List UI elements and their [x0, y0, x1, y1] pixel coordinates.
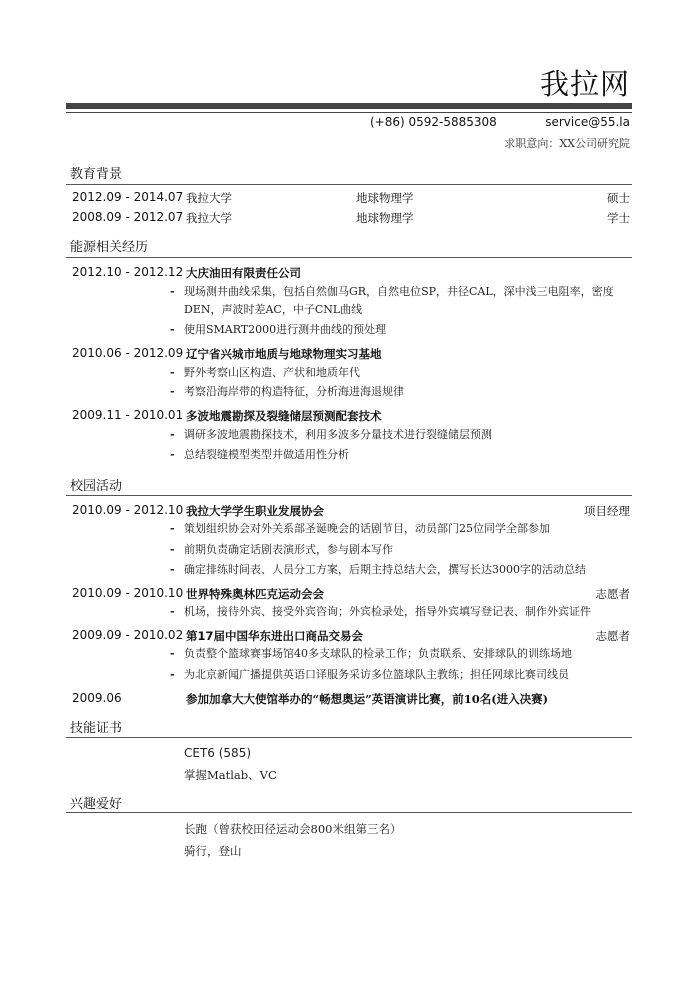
bullet-dash-icon: -	[170, 563, 175, 576]
bullet-dash-icon: -	[170, 385, 175, 398]
bullet-text: 负责整个篮球赛事场馆40多支球队的检录工作；负责联系、安排球队的训练场地	[184, 647, 572, 660]
experience-org: 辽宁省兴城市地质与地球物理实习基地	[186, 347, 382, 361]
hobby-item: 骑行，登山	[184, 844, 242, 858]
resume-name: 我拉网	[539, 67, 630, 101]
skill-item: 掌握Matlab、VC	[184, 768, 277, 782]
bullet-text: 现场测井曲线采集，包括自然伽马GR，自然电位SP，井径CAL，深中浅三电阻率，密度DEN，声波时差AC，中子CNL曲线	[184, 285, 614, 316]
experience-date: 2012.10 - 2012.12	[72, 265, 184, 279]
campus-date: 2010.09 - 2012.10	[72, 503, 184, 517]
experience-date: 2009.11 - 2010.01	[72, 408, 184, 422]
campus-date: 2010.09 - 2010.10	[72, 586, 184, 600]
section-title-education: 教育背景	[70, 167, 123, 182]
section-title-hobbies: 兴趣爱好	[70, 797, 123, 812]
education-row	[70, 210, 630, 230]
section-rule-hobbies	[66, 812, 632, 813]
bullet-text: 野外考察山区构造、产状和地质年代	[184, 366, 360, 379]
list-item	[170, 541, 630, 559]
education-school: 我拉大学	[186, 191, 232, 205]
list-item	[170, 283, 630, 319]
education-major: 地球物理学	[356, 191, 414, 205]
contact-phone: (+86) 0592-5885308	[370, 115, 497, 129]
campus-role: 志愿者	[595, 587, 630, 601]
education-major: 地球物理学	[356, 211, 414, 225]
education-date: 2008.09 - 2012.07	[72, 210, 184, 224]
bullet-dash-icon: -	[170, 647, 175, 660]
campus-org-suffix: 届中国华东进出口商品交易会	[213, 629, 364, 643]
list-item	[170, 446, 630, 464]
section-title-skills: 技能证书	[70, 721, 123, 736]
list-item	[170, 426, 630, 444]
education-date: 2012.09 - 2014.07	[72, 190, 184, 204]
job-intent: 求职意向：XX公司研究院	[504, 137, 630, 150]
bullet-dash-icon: -	[170, 668, 175, 681]
education-degree: 硕士	[607, 191, 630, 205]
campus-row	[70, 691, 630, 711]
experience-date: 2010.06 - 2012.09	[72, 346, 184, 360]
experience-row	[70, 265, 630, 285]
education-row	[70, 190, 630, 210]
list-item	[170, 666, 630, 684]
bullet-text: 确定排练时间表、人员分工方案，后期主持总结大会，撰写长达3000字的活动总结	[184, 563, 586, 576]
campus-role: 志愿者	[595, 629, 630, 643]
list-item	[170, 321, 630, 339]
campus-org-number: 17	[197, 629, 214, 643]
list-item	[170, 364, 630, 382]
campus-org	[186, 628, 363, 644]
experience-org: 多波地震勘探及裂缝储层预测配套技术	[186, 409, 382, 423]
education-school: 我拉大学	[186, 211, 232, 225]
section-title-experience: 能源相关经历	[70, 240, 149, 255]
bullet-dash-icon: -	[170, 543, 175, 556]
education-degree: 学士	[607, 211, 630, 225]
section-rule-experience	[66, 257, 632, 258]
list-item	[170, 520, 630, 538]
bullet-text: 考察沿海岸带的构造特征，分析海进海退规律	[184, 385, 404, 398]
campus-org: 我拉大学学生职业发展协会	[186, 504, 324, 518]
section-title-campus: 校园活动	[70, 479, 123, 494]
bullet-text: 前期负责确定话剧表演形式，参与剧本写作	[184, 543, 393, 556]
campus-date: 2009.09 - 2010.02	[72, 628, 184, 642]
section-rule-campus	[66, 495, 632, 496]
header-rule-thin	[66, 112, 632, 113]
campus-date: 2009.06	[72, 691, 122, 705]
bullet-dash-icon: -	[170, 366, 175, 379]
hobby-item: 长跑（曾获校田径运动会800米组第三名）	[184, 822, 402, 836]
bullet-text: 使用SMART2000进行测井曲线的预处理	[184, 323, 387, 336]
bullet-text: 调研多波地震勘探技术，利用多波多分量技术进行裂缝储层预测	[184, 428, 492, 441]
contact-email: service@55.la	[545, 115, 630, 129]
section-rule-education	[66, 184, 632, 185]
list-item	[170, 645, 630, 663]
bullet-dash-icon: -	[170, 323, 175, 336]
list-item	[170, 561, 630, 579]
header-rule-thick	[66, 103, 632, 109]
bullet-dash-icon: -	[170, 428, 175, 441]
bullet-text: 为北京新闻广播提供英语口译服务采访多位篮球队主教练；担任网球比赛司线员	[184, 668, 569, 681]
bullet-dash-icon: -	[170, 605, 175, 618]
skill-item: CET6 (585)	[184, 746, 252, 760]
bullet-dash-icon: -	[170, 448, 175, 461]
section-rule-skills	[66, 737, 632, 738]
list-item	[170, 603, 630, 621]
list-item	[170, 383, 630, 401]
bullet-text: 总结裂缝模型类型并做适用性分析	[184, 448, 349, 461]
campus-org: 参加加拿大大使馆举办的“畅想奥运”英语演讲比赛，前10名(进入决赛)	[186, 692, 549, 706]
bullet-dash-icon: -	[170, 522, 175, 535]
campus-org: 世界特殊奥林匹克运动会会	[186, 587, 324, 601]
bullet-text: 机场，接待外宾、接受外宾咨询；外宾检录处，指导外宾填写登记表、制作外宾证件	[184, 605, 591, 618]
experience-row	[70, 346, 630, 366]
bullet-dash-icon: -	[170, 285, 175, 298]
bullet-text: 策划组织协会对外关系部圣诞晚会的话剧节目，动员部门25位同学全部参加	[184, 522, 550, 535]
campus-role: 项目经理	[584, 504, 630, 518]
campus-org-prefix: 第	[186, 629, 198, 643]
experience-org: 大庆油田有限责任公司	[186, 266, 301, 280]
experience-row	[70, 408, 630, 428]
